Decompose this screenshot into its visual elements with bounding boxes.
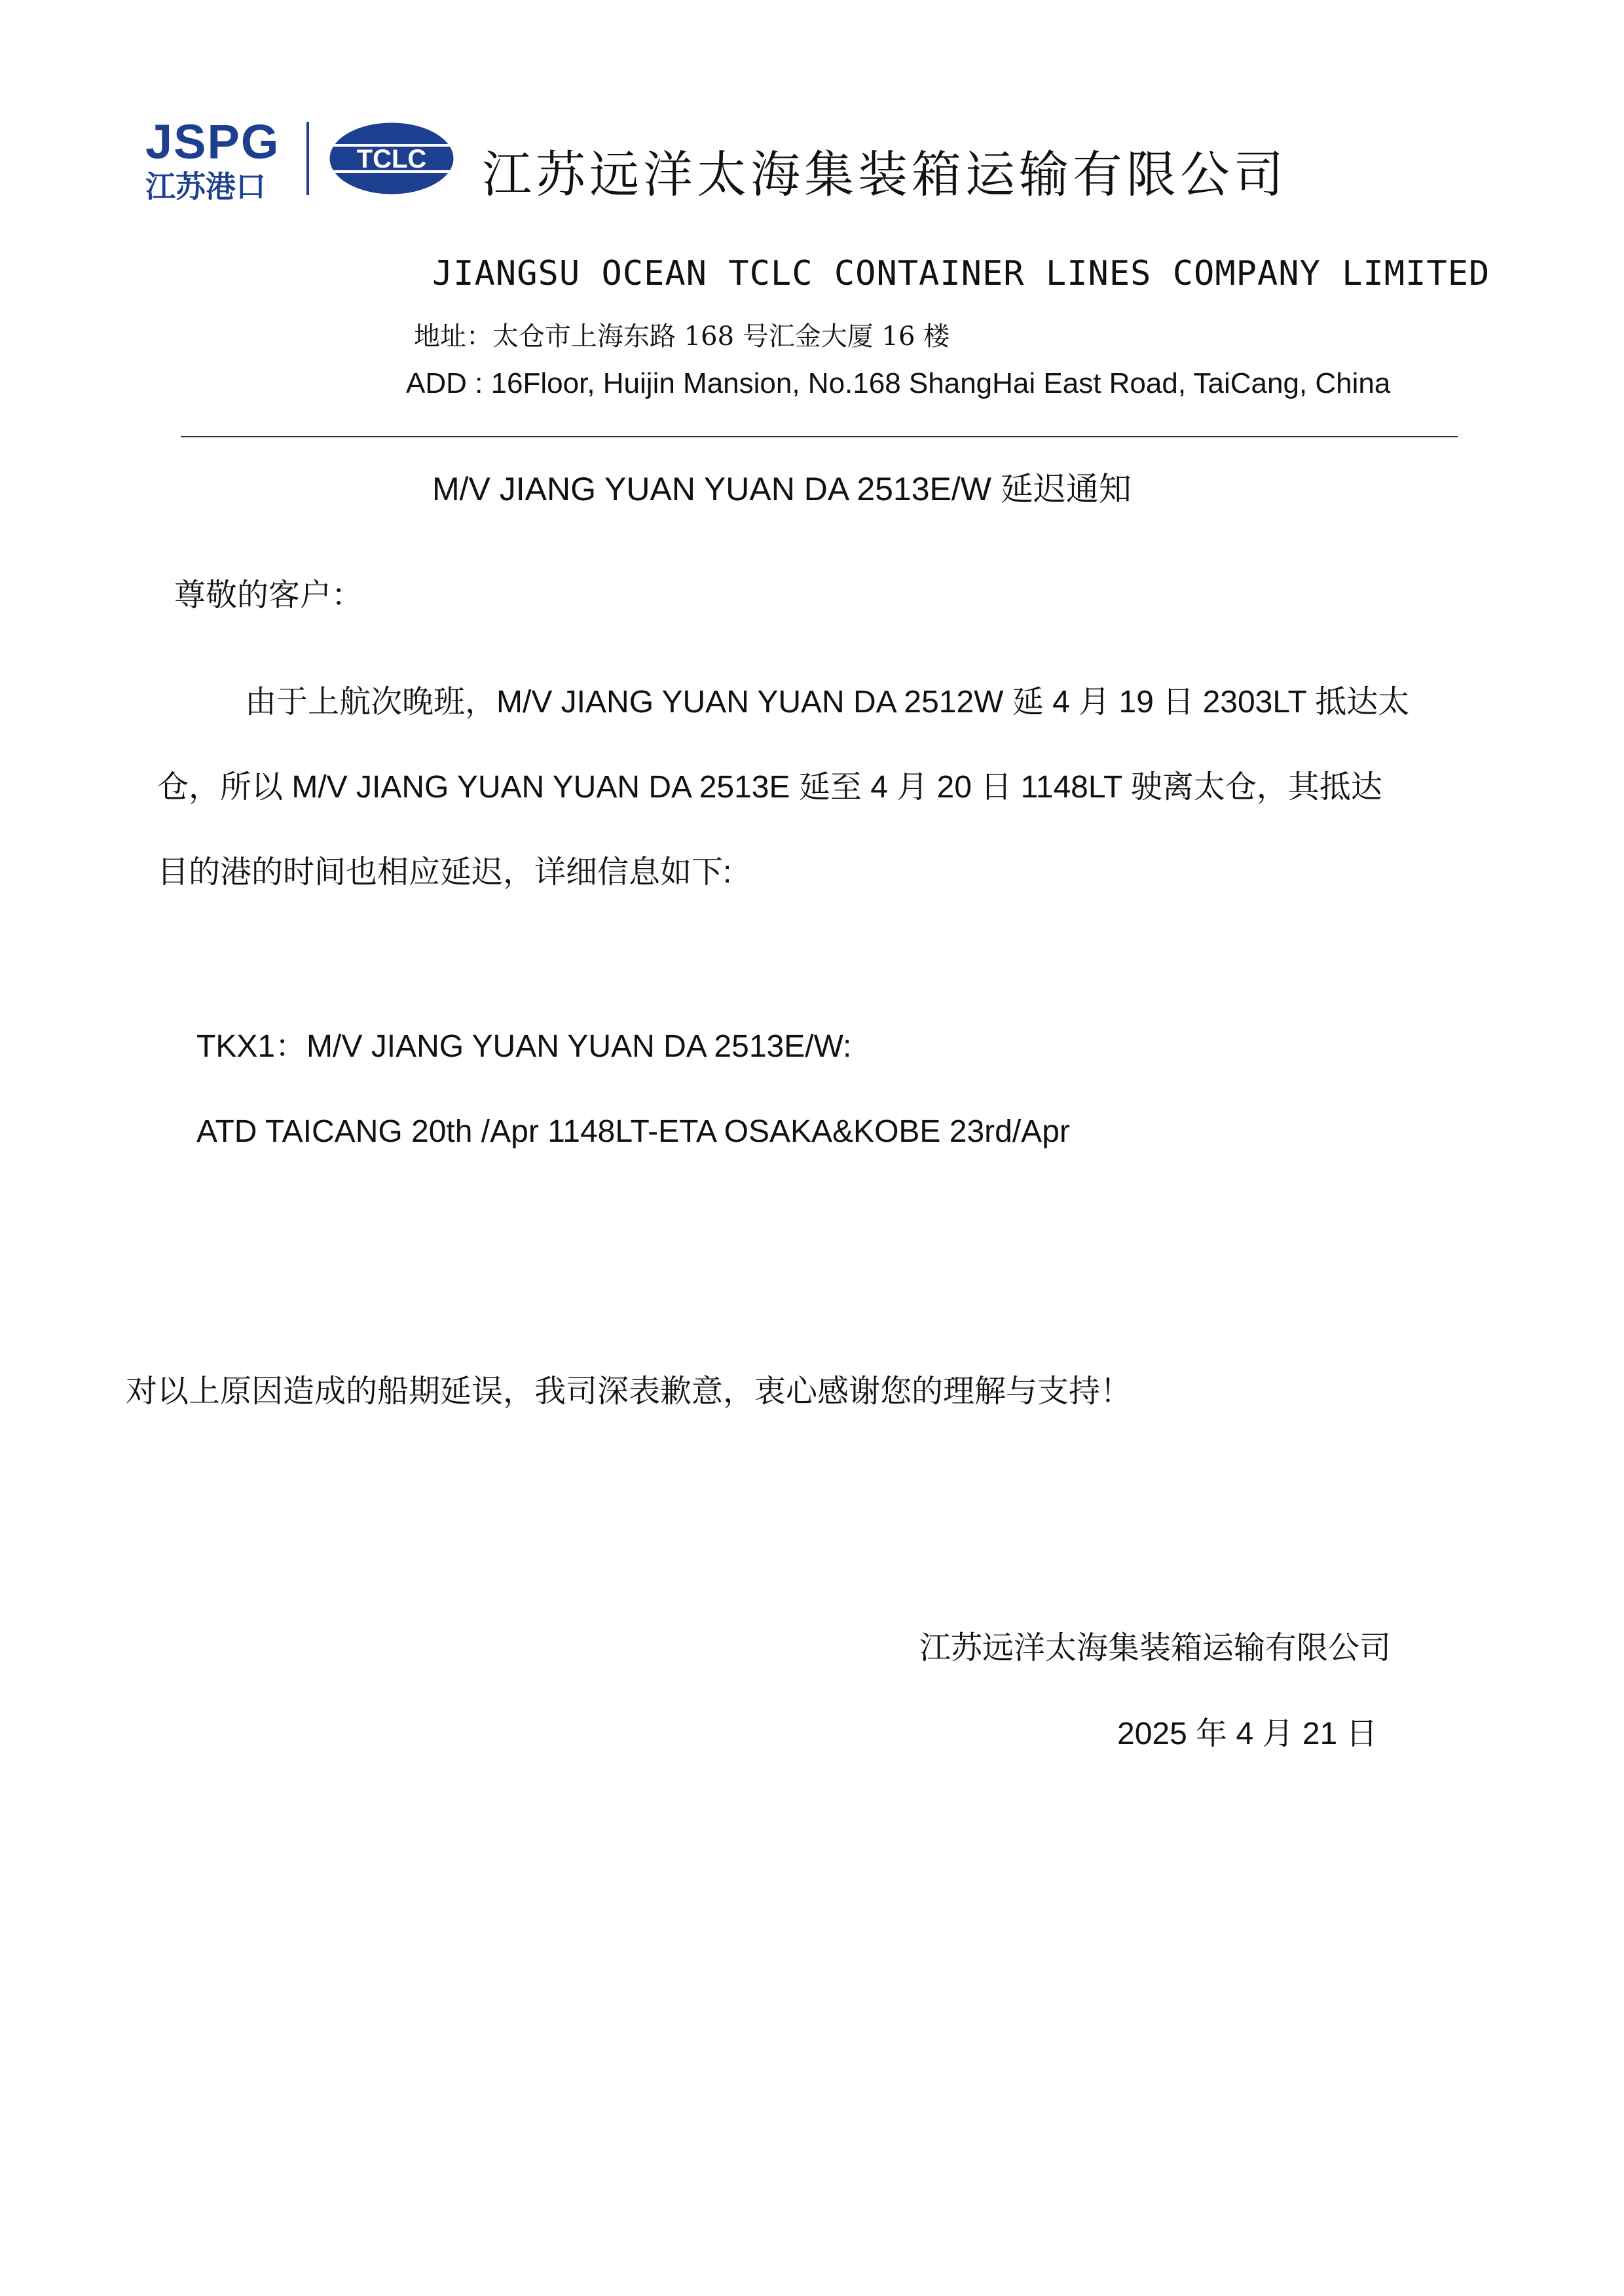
jspg-logo-text: JSPG <box>145 115 280 169</box>
company-name-cn: 江苏远洋太海集装箱运输有限公司 <box>482 145 1287 204</box>
apology-text: 对以上原因造成的船期延误，我司深表歉意，衷心感谢您的理解与支持！ <box>126 1373 1132 1410</box>
paragraph-line: 仓，所以 M/V JIANG YUAN YUAN DA 2513E 延至 4 月 20 日 1148LT 驶离太仓，其抵达 <box>157 770 1382 805</box>
service-line: TKX1：M/V JIANG YUAN YUAN DA 2513E/W: <box>196 1029 852 1064</box>
atd-eta-line: ATD TAICANG 20th /Apr 1148LT-ETA OSAKA&KOBE 23rd/Apr <box>196 1114 1070 1149</box>
tclc-logo-text: TCLC <box>356 145 427 173</box>
salutation: 尊敬的客户： <box>174 577 363 613</box>
company-name-en: JIANGSU OCEAN TCLC CONTAINER LINES COMPANY LIMITED <box>432 254 1490 293</box>
logo-divider <box>306 122 309 195</box>
header-divider <box>181 436 1458 437</box>
tclc-logo <box>326 119 457 198</box>
jspg-logo-cn-text: 江苏港口 <box>145 169 266 204</box>
tclc-globe-icon <box>326 119 457 198</box>
signature-company: 江苏远洋太海集装箱运输有限公司 <box>919 1630 1392 1666</box>
address-en: ADD : 16Floor, Huijin Mansion, No.168 ShangHai East Road, TaiCang, China <box>406 367 1391 399</box>
paragraph-line: 由于上航次晚班，M/V JIANG YUAN YUAN DA 2512W 延 4 月 19 日 2303LT 抵达太 <box>245 685 1410 720</box>
address-cn: 地址：太仓市上海东路 168 号汇金大厦 16 楼 <box>414 321 950 352</box>
paragraph-line: 目的港的时间也相应延迟，详细信息如下: <box>157 855 732 890</box>
signature-date: 2025 年 4 月 21 日 <box>1117 1717 1378 1751</box>
jspg-logo <box>145 115 296 204</box>
notice-title: M/V JIANG YUAN YUAN DA 2513E/W 延迟通知 <box>432 471 1132 507</box>
